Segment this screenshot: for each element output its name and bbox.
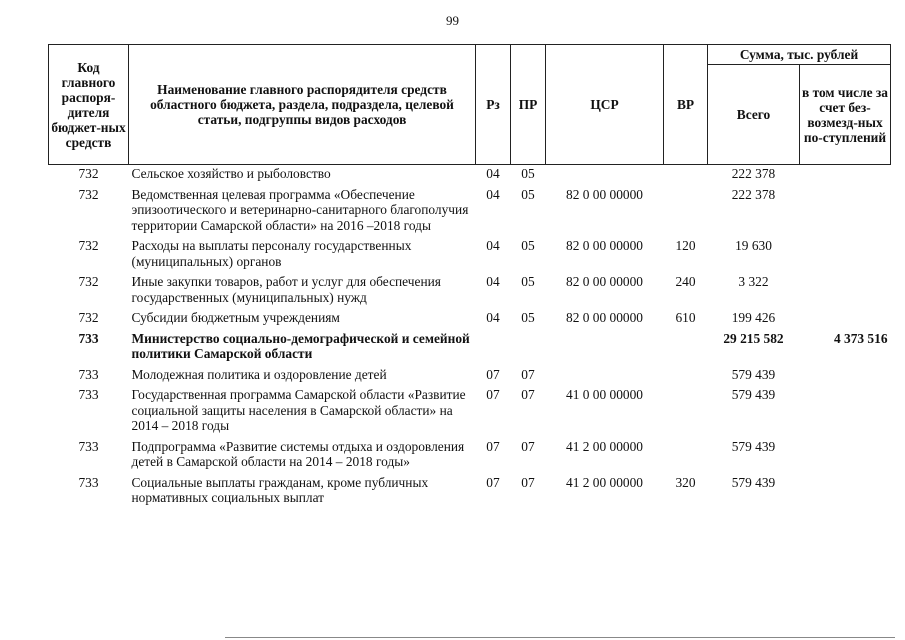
cell-rz: 07: [486, 387, 500, 402]
cell-vr: [664, 165, 708, 182]
cell-pr: 05: [521, 310, 535, 325]
header-csr: ЦСР: [546, 45, 664, 165]
cell-pr: 05: [521, 186, 535, 202]
cell-code: 732: [78, 274, 99, 289]
cell-vr: [664, 182, 708, 234]
cell-rz: 04: [486, 186, 500, 202]
cell-code: 733: [78, 366, 99, 382]
cell-vr: [664, 362, 708, 383]
cell-code: 733: [78, 330, 99, 346]
cell-total: 579 439: [731, 387, 776, 402]
cell-csr: 82 0 00 00000: [566, 310, 643, 325]
cell-vr: 320: [675, 474, 696, 490]
cell-pr: 05: [521, 238, 535, 253]
cell-total: 29 215 582: [723, 330, 784, 346]
budget-table: [48, 44, 891, 506]
cell-rz: 04: [486, 238, 500, 253]
cell-grant: [800, 305, 891, 326]
cell-total: 199 426: [731, 310, 776, 325]
cell-total: 579 439: [731, 438, 776, 454]
cell-csr: 82 0 00 00000: [566, 238, 643, 253]
cell-pr: 05: [521, 166, 535, 181]
cell-name: Министерство социально-демографической и семейной политики Самарской области: [131, 330, 470, 361]
cell-total: 222 378: [731, 166, 776, 181]
cell-pr: 07: [521, 438, 535, 454]
header-code: Код главного распоря-дителя бюджет-ных средств: [49, 45, 129, 165]
cell-grant: [800, 165, 891, 182]
cell-vr: [664, 382, 708, 434]
cell-rz: 04: [486, 274, 500, 289]
cell-name: Государственная программа Самарской области «Развитие социальной защиты населения в Самарской области» на 2014 – 2018 годы: [131, 387, 466, 433]
cell-csr: [546, 326, 664, 362]
table-row: [49, 362, 891, 383]
cell-code: 732: [78, 166, 99, 181]
cell-code: 732: [78, 238, 99, 253]
cell-csr: [546, 165, 664, 182]
cell-csr: 82 0 00 00000: [566, 274, 643, 289]
cell-vr: 610: [675, 310, 696, 325]
cell-grant: [800, 182, 891, 234]
cell-grant: [800, 269, 891, 305]
cell-code: 732: [78, 186, 99, 202]
cell-total: 222 378: [731, 186, 776, 202]
cell-grant: [800, 382, 891, 434]
cell-name: Ведомственная целевая программа «Обеспечение эпизоотического и ветеринарно-санитарного благополучия территории Самарской области» на 2016 –2018 годы: [131, 186, 469, 233]
header-vr: ВР: [664, 45, 708, 165]
table-row: [49, 233, 891, 269]
cell-total: 3 322: [738, 274, 769, 289]
cell-name: Социальные выплаты гражданам, кроме публичных нормативных социальных выплат: [131, 474, 429, 505]
table-row: [49, 269, 891, 305]
cell-pr: 07: [521, 387, 535, 402]
header-rz: Рз: [476, 45, 511, 165]
page-number: 99: [446, 13, 459, 28]
cell-vr: [664, 434, 708, 470]
cell-grant: [800, 362, 891, 383]
table-row: [49, 305, 891, 326]
footer-rule: [225, 637, 895, 638]
header-total: Всего: [708, 65, 800, 165]
table-body: [49, 165, 891, 506]
cell-rz: 07: [486, 438, 500, 454]
header-pr: ПР: [511, 45, 546, 165]
cell-pr: 07: [521, 366, 535, 382]
cell-csr: 41 2 00 00000: [566, 438, 643, 454]
cell-csr: 41 2 00 00000: [566, 474, 643, 490]
cell-name: Субсидии бюджетным учреждениям: [131, 310, 340, 325]
cell-csr: 41 0 00 00000: [566, 387, 643, 402]
cell-pr: [511, 326, 546, 362]
cell-code: 733: [78, 387, 99, 402]
header-grant: в том числе за счет без-возмезд-ных по-ступлений: [800, 65, 891, 165]
cell-name: Подпрограмма «Развитие системы отдыха и оздоровления детей в Самарской области на 2014 – 2018 годы»: [131, 438, 465, 469]
cell-name: Расходы на выплаты персоналу государственных (муниципальных) органов: [131, 238, 412, 269]
table-row: [49, 326, 891, 362]
cell-grant: [800, 434, 891, 470]
cell-csr: 82 0 00 00000: [566, 186, 643, 202]
header-sum: Сумма, тыс. рублей: [708, 45, 891, 65]
cell-code: 733: [78, 438, 99, 454]
cell-vr: [664, 326, 708, 362]
table-row: [49, 470, 891, 506]
cell-pr: 05: [521, 274, 535, 289]
cell-grant: [800, 470, 891, 506]
cell-vr: 240: [675, 274, 696, 289]
cell-rz: 04: [486, 310, 500, 325]
cell-rz: [476, 326, 511, 362]
cell-name: Сельское хозяйство и рыболовство: [131, 166, 331, 181]
cell-name: Иные закупки товаров, работ и услуг для обеспечения государственных (муниципальных) нужд: [131, 274, 441, 305]
table-row: [49, 182, 891, 234]
cell-grant: 4 373 516: [833, 330, 888, 346]
cell-rz: 04: [486, 166, 500, 181]
header-name: Наименование главного распорядителя средств областного бюджета, раздела, подраздела, целевой статьи, подгруппы видов расходов: [129, 45, 476, 165]
cell-pr: 07: [521, 474, 535, 490]
cell-total: 19 630: [735, 238, 772, 253]
cell-total: 579 439: [731, 474, 776, 490]
cell-code: 733: [78, 474, 99, 490]
cell-code: 732: [78, 310, 99, 325]
cell-grant: [800, 233, 891, 269]
table-row: [49, 434, 891, 470]
table-row: [49, 382, 891, 434]
cell-rz: 07: [486, 366, 500, 382]
cell-csr: [546, 362, 664, 383]
cell-total: 579 439: [731, 366, 776, 382]
table-row: [49, 165, 891, 182]
cell-vr: 120: [675, 238, 696, 253]
cell-rz: 07: [486, 474, 500, 490]
cell-name: Молодежная политика и оздоровление детей: [131, 366, 387, 382]
table-header: [49, 45, 891, 165]
